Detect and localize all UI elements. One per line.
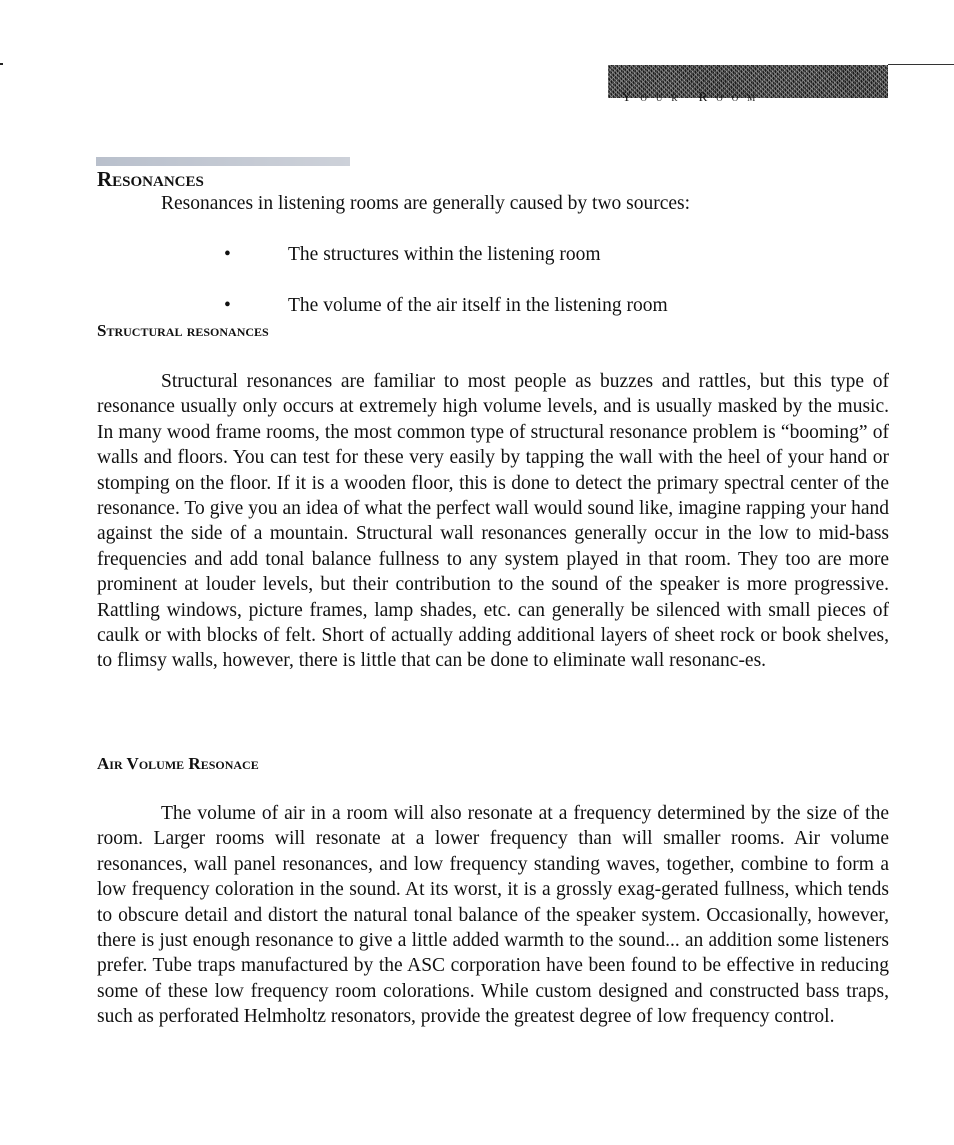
paragraph-structural-resonances: Structural resonances are familiar to most people as buzzes and rattles, but this type of resonance usually only occurs at extremely high volume levels, and is usually masked by the music. In many wood frame rooms, the most common type of structural resonance problem is “booming” of walls and floors. You can test for these very easily by tapping the wall with the heel of your hand or stomping on the floor. If it is a wooden floor, this is done to detect the primary spectral center of the resonance. To give you an idea of what the perfect wall would sound like, imagine rapping your hand against the side of a mountain. Structural wall resonances generally occur in the low to mid-bass frequencies and add tonal balance fullness to any system played in that room. They too are more prominent at louder levels, but their contribution to the sound of the speaker is more progressive. Rattling windows, picture frames, lamp shades, etc. can generally be silenced with small pieces of caulk or with blocks of felt. Short of actually adding additional layers of sheet rock or book shelves, to flimsy walls, however, there is little that can be done to eliminate wall resonanc-es. xyxy=(97,371,889,672)
subheading-structural-resonances: Structural resonances xyxy=(97,321,269,340)
bullet-marker: • xyxy=(224,244,231,265)
intro-text: Resonances in listening rooms are generally caused by two sources: xyxy=(161,193,691,214)
bullet-item: The structures within the listening room xyxy=(288,244,601,265)
section-accent-bar xyxy=(96,157,350,166)
paragraph-air-volume-resonance: The volume of air in a room will also resonate at a frequency determined by the size of the room. Larger rooms will resonate at a lower frequency than will smaller rooms. Air volume resonances, wall panel resonances, and low frequency standing waves, together, combine to form a low frequency coloration in the sound. At its worst, it is a grossly exag-gerated fullness, which tends to obscure detail and distort the natural tonal balance of the speaker system. Occasionally, however, there is just enough resonance to give a little added warmth to the sound... an addition some listeners prefer. Tube traps manufactured by the ASC corporation have been found to be effective in reducing some of these low frequency room colorations. While custom designed and constructed bass traps, such as perforated Helmholtz resonators, provide the greatest degree of low frequency control. xyxy=(97,803,889,1028)
crop-mark xyxy=(0,63,3,65)
header-rule xyxy=(888,64,954,65)
section-heading-resonances: Resonances xyxy=(97,167,204,191)
bullet-item: The volume of the air itself in the listening room xyxy=(288,295,668,316)
running-header-title: Your Room xyxy=(622,89,765,104)
subheading-air-volume-resonance: Air Volume Resonace xyxy=(97,754,259,773)
bullet-marker: • xyxy=(224,295,231,316)
